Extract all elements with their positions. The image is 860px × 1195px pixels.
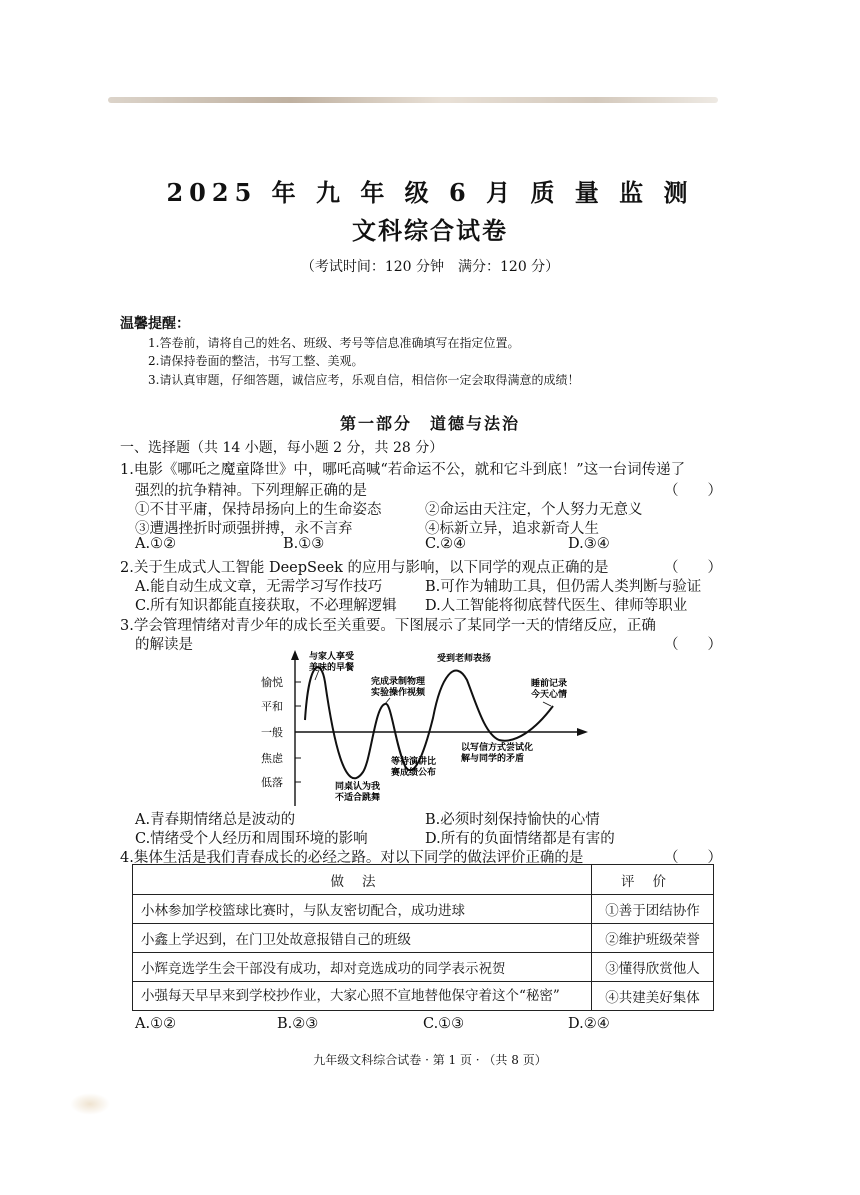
answer-paren: （ ） bbox=[664, 850, 722, 866]
q1-option: D.③④ bbox=[568, 536, 610, 552]
event-label: 赛成绩公布 bbox=[391, 768, 437, 778]
event-label: 睡前记录 bbox=[531, 679, 568, 689]
level-label: 愉悦 bbox=[261, 676, 283, 689]
q4-stem: 4.集体生活是我们青春成长的必经之路。对以下同学的做法评价正确的是 bbox=[120, 850, 584, 866]
scan-edge-band bbox=[108, 97, 718, 103]
q3-stem-cont: 的解读是 bbox=[135, 637, 193, 653]
q1-option: B.①③ bbox=[283, 536, 325, 552]
event-label: 同桌认为我 bbox=[335, 782, 381, 792]
exam-info: （考试时间：120 分钟 满分：120 分） bbox=[300, 259, 560, 275]
event-label: 受到老师表扬 bbox=[437, 654, 492, 664]
q1-option: A.①② bbox=[135, 536, 177, 552]
event-label: 今天心情 bbox=[531, 690, 568, 700]
event-label: 与家人享受 bbox=[309, 652, 355, 662]
q1-item: ①不甘平庸，保持昂扬向上的生命姿态 bbox=[135, 502, 382, 518]
q4-option: B.②③ bbox=[277, 1016, 319, 1032]
q2-option: B.可作为辅助工具，但仍需人类判断与验证 bbox=[425, 579, 702, 595]
q3-stem: 3.学会管理情绪对青少年的成长至关重要。下图展示了某同学一天的情绪反应，正确 bbox=[120, 618, 656, 634]
event-pointer bbox=[385, 698, 390, 704]
q3-option: D.所有的负面情绪都是有害的 bbox=[425, 831, 615, 847]
table-row bbox=[133, 924, 714, 953]
event-pointer bbox=[543, 702, 551, 706]
emotion-chart bbox=[255, 648, 595, 810]
table-cell: 小辉竞选学生会干部没有成功，却对竞选成功的同学表示祝贺 bbox=[133, 953, 592, 982]
table-header-row bbox=[133, 865, 714, 895]
table-cell: ②维护班级荣誉 bbox=[592, 924, 714, 953]
event-label: 实验操作视频 bbox=[371, 688, 426, 698]
q1-stem-cont: 强烈的抗争精神。下列理解正确的是 bbox=[135, 483, 367, 499]
event-label: 不适合跳舞 bbox=[335, 793, 381, 803]
event-label: 解与同学的矛盾 bbox=[461, 754, 525, 764]
q3-option: A.青春期情绪总是波动的 bbox=[135, 812, 296, 828]
table-row bbox=[133, 895, 714, 924]
y-axis-arrow bbox=[291, 650, 299, 660]
answer-paren: （ ） bbox=[664, 483, 722, 499]
q3-option: B.必须时刻保持愉快的心情 bbox=[425, 812, 600, 828]
table-row bbox=[133, 982, 714, 1011]
q1-item: ③遭遇挫折时顽强拼搏，永不言弃 bbox=[135, 521, 353, 537]
table-cell: ④共建美好集体 bbox=[592, 982, 714, 1011]
q2-option: A.能自动生成文章，无需学习写作技巧 bbox=[135, 579, 383, 595]
event-label: 等待演讲比 bbox=[391, 757, 437, 767]
tip-item: 3.请认真审题，仔细答题，诚信应考，乐观自信，相信你一定会取得满意的成绩！ bbox=[148, 373, 580, 387]
table-cell: 小鑫上学迟到，在门卫处故意报错自己的班级 bbox=[133, 924, 592, 953]
q1-option: C.②④ bbox=[425, 536, 467, 552]
exam-subject-title: 文科综合试卷 bbox=[352, 216, 508, 245]
level-label: 一般 bbox=[261, 726, 283, 739]
page-footer: 九年级文科综合试卷 · 第 1 页 · （共 8 页） bbox=[313, 1053, 547, 1067]
q2-option: C.所有知识都能直接获取，不必理解逻辑 bbox=[135, 598, 397, 614]
x-axis-arrow bbox=[577, 728, 588, 736]
answer-paren: （ ） bbox=[664, 637, 722, 653]
evaluation-table bbox=[132, 864, 714, 1011]
scan-stain bbox=[70, 1093, 110, 1115]
column-header: 做法 bbox=[133, 865, 592, 895]
event-label: 美味的早餐 bbox=[309, 663, 355, 673]
q4-option: A.①② bbox=[135, 1016, 177, 1032]
table-cell: ③懂得欣赏他人 bbox=[592, 953, 714, 982]
tips-heading: 温馨提醒： bbox=[120, 316, 190, 332]
q4-option: C.①③ bbox=[423, 1016, 465, 1032]
q3-option: C.情绪受个人经历和周围环境的影响 bbox=[135, 831, 368, 847]
q4-option: D.②④ bbox=[568, 1016, 610, 1032]
table-cell: 小林参加学校篮球比赛时，与队友密切配合，成功进球 bbox=[133, 895, 592, 924]
q1-stem: 1.电影《哪吒之魔童降世》中，哪吒高喊“若命运不公，就和它斗到底！”这一台词传递了 bbox=[120, 462, 686, 478]
q2-stem: 2.关于生成式人工智能 DeepSeek 的应用与影响，以下同学的观点正确的是 bbox=[120, 560, 609, 576]
section-heading: 一、选择题（共 14 小题，每小题 2 分，共 28 分） bbox=[120, 440, 444, 456]
level-label: 焦虑 bbox=[261, 752, 283, 765]
level-label: 低落 bbox=[261, 776, 283, 789]
q1-item: ④标新立异，追求新奇人生 bbox=[425, 521, 599, 537]
q1-item: ②命运由天注定，个人努力无意义 bbox=[425, 502, 643, 518]
column-header: 评价 bbox=[592, 865, 714, 895]
table-cell: ①善于团结协作 bbox=[592, 895, 714, 924]
tip-item: 2.请保持卷面的整洁，书写工整、美观。 bbox=[148, 354, 364, 368]
exam-title: 2025 年 九 年 级 6 月 质 量 监 测 bbox=[166, 178, 694, 207]
answer-paren: （ ） bbox=[664, 560, 722, 576]
level-label: 平和 bbox=[261, 700, 283, 713]
tip-item: 1.答卷前，请将自己的姓名、班级、考号等信息准确填写在指定位置。 bbox=[148, 336, 520, 350]
part-title: 第一部分 道德与法治 bbox=[339, 414, 520, 433]
event-label: 以写信方式尝试化 bbox=[461, 743, 534, 753]
table-cell: 小强每天早早来到学校抄作业，大家心照不宣地替他保守着这个“秘密” bbox=[133, 982, 592, 1011]
q2-option: D.人工智能将彻底替代医生、律师等职业 bbox=[425, 598, 688, 614]
table-row bbox=[133, 953, 714, 982]
event-label: 完成录制物理 bbox=[371, 677, 426, 687]
